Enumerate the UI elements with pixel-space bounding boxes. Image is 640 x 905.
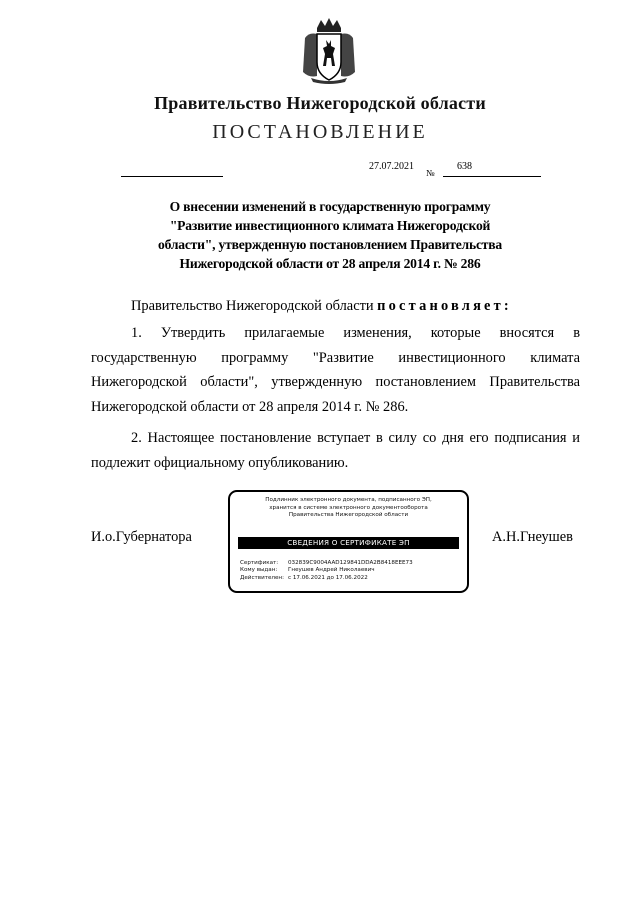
paragraph-2: 2. Настоящее постановление вступает в силу со дня его подписания и подлежит официальному опубликованию. <box>91 430 580 471</box>
subject-line: "Развитие инвестиционного климата Нижегородской <box>169 218 491 233</box>
row-value: Гнеушев Андрей Николаевич <box>288 567 375 574</box>
document-subject <box>120 197 540 273</box>
intro-text: Правительство Нижегородской области <box>131 298 378 314</box>
resolution-intro <box>131 294 512 319</box>
row-label: Кому выдан: <box>240 567 278 574</box>
signer-name: А.Н.Гнеушев <box>492 529 573 545</box>
certificate-details <box>240 560 413 582</box>
row-label: Действителен: <box>240 574 284 581</box>
coat-of-arms-icon <box>301 18 357 84</box>
government-title: Правительство Нижегородской области <box>154 93 486 113</box>
document-number: 638 <box>457 161 472 172</box>
e-signature-stamp <box>228 490 469 593</box>
blank-line <box>121 176 223 177</box>
subject-line: О внесении изменений в государственную программу <box>169 199 491 214</box>
row-label: Сертификат: <box>240 560 279 566</box>
signer-title: И.о.Губернатора <box>91 529 192 545</box>
document-date: 27.07.2021 <box>369 161 414 172</box>
stamp-header-line: хранится в системе электронного документооборота <box>269 504 428 511</box>
certificate-row <box>240 575 413 582</box>
certificate-info-bar: СВЕДЕНИЯ О СЕРТИФИКАТЕ ЭП <box>238 537 459 549</box>
number-line <box>443 176 541 177</box>
number-sign: № <box>426 168 435 178</box>
intro-resolves: постановляет: <box>377 298 512 314</box>
row-value: с 17.06.2021 до 17.06.2022 <box>288 574 368 581</box>
subject-line: Нижегородской области от 28 апреля 2014 г. № 286 <box>179 256 481 271</box>
subject-line: области", утвержденную постановлением Правительства <box>157 237 503 252</box>
stamp-header-line: Правительства Нижегородской области <box>288 512 409 519</box>
paragraph-1: 1. Утвердить прилагаемые изменения, которые вносятся в государственную программу "Развитие инвестиционного климата Нижегородской области", утвержденную постановлением Правительства Нижегородской области от 28 апреля 2014 г. № 286. <box>91 325 580 415</box>
stamp-header-line: Подлинник электронного документа, подписанного ЭП, <box>265 497 432 503</box>
stamp-header <box>230 497 467 520</box>
document-type: ПОСТАНОВЛЕНИЕ <box>212 121 428 143</box>
row-value: 032839C9004AAD129841DDA2B8418EEE73 <box>288 560 413 566</box>
certificate-row <box>240 567 413 574</box>
